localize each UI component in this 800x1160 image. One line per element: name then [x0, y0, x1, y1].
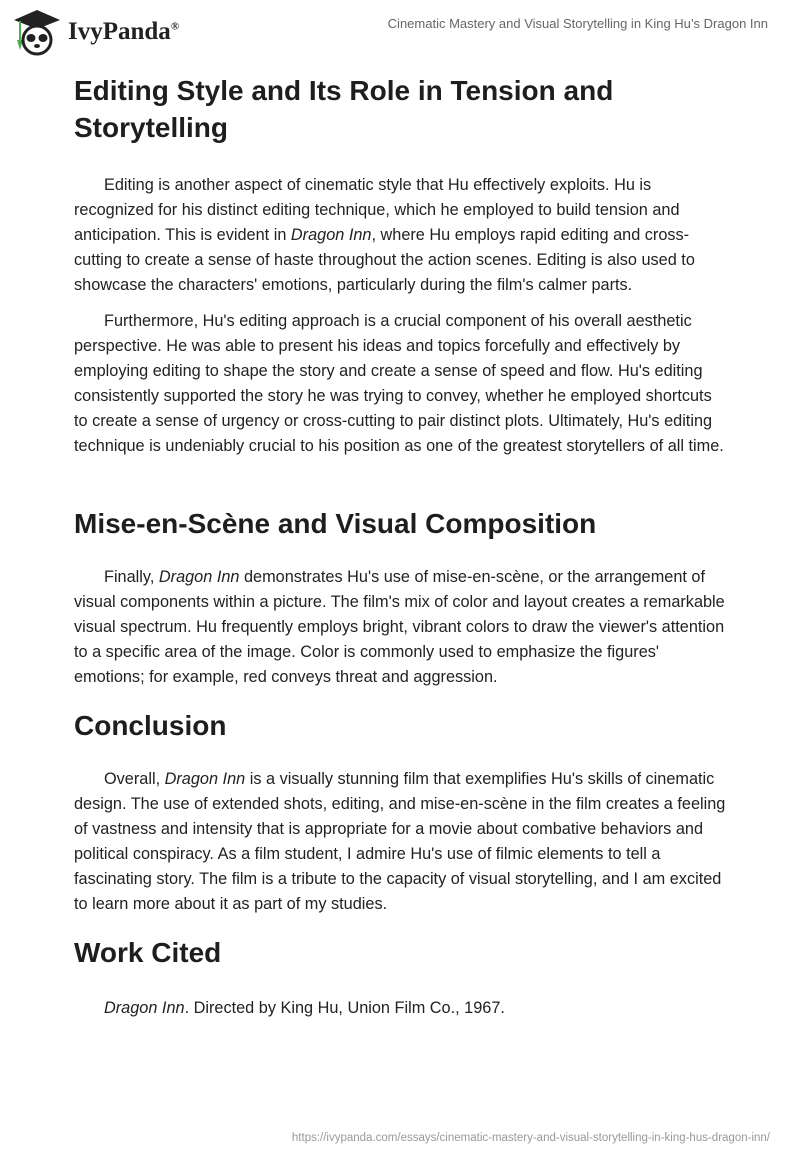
document-title: Cinematic Mastery and Visual Storytelling in King Hu’s Dragon Inn	[387, 16, 768, 31]
paragraph: Editing is another aspect of cinematic style that Hu effectively exploits. Hu is recognized for his distinct editing technique, which he employed to build tension and anticipation. This is evident in Dragon Inn, where Hu employs rapid editing and cross-cutting to create a sense of haste throughout the action scenes. Editing is also used to showcase the characters' emotions, particularly during the film's calmer parts.	[74, 176, 695, 294]
paragraph: Furthermore, Hu's editing approach is a crucial component of his overall aesthetic perspective. He was able to present his ideas and topics forcefully and effectively by employing editing to shape the story and create a sense of speed and flow. Hu's editing consistently supported the story he was trying to convey, whether he employed shortcuts to create a sense of urgency or cross-cutting to pair distinct plots. Ultimately, Hu's editing technique is undeniably crucial to his position as one of the greatest storytellers of all time.	[74, 312, 724, 455]
section-heading-work-cited: Work Cited	[74, 937, 222, 968]
section-heading-editing: Editing Style and Its Role in Tension and Storytelling	[74, 75, 614, 143]
citation: Dragon Inn. Directed by King Hu, Union Film Co., 1967.	[104, 999, 505, 1017]
paragraph: Overall, Dragon Inn is a visually stunning film that exemplifies Hu's skills of cinematic design. The use of extended shots, editing, and mise-en-scène in the film creates a feeling of vastness and intensity that is appropriate for a movie about combative behaviors and political conspiracy. As a film student, I admire Hu's use of filmic elements to tell a fascinating story. The film is a tribute to the capacity of visual storytelling, and I am excited to learn more about it as part of my studies.	[74, 770, 726, 913]
section-heading-conclusion: Conclusion	[74, 710, 227, 741]
logo-text: IvyPanda®	[68, 18, 180, 45]
paragraph: Finally, Dragon Inn demonstrates Hu's use of mise-en-scène, or the arrangement of visual components within a picture. The film's mix of color and layout creates a remarkable visual spectrum. Hu frequently employs bright, vibrant colors to draw the viewer's attention to a specific area of the image. Color is commonly used to emphasize the figures' emotions; for example, red conveys threat and aggression.	[74, 568, 725, 686]
ivypanda-logo[interactable]	[12, 8, 179, 56]
panda-graduate-icon	[12, 8, 62, 56]
section-heading-mise-en-scene: Mise-en-Scène and Visual Composition	[74, 508, 597, 539]
source-url[interactable]: https://ivypanda.com/essays/cinematic-mastery-and-visual-storytelling-in-king-hus-dragon-inn/	[291, 1132, 770, 1144]
